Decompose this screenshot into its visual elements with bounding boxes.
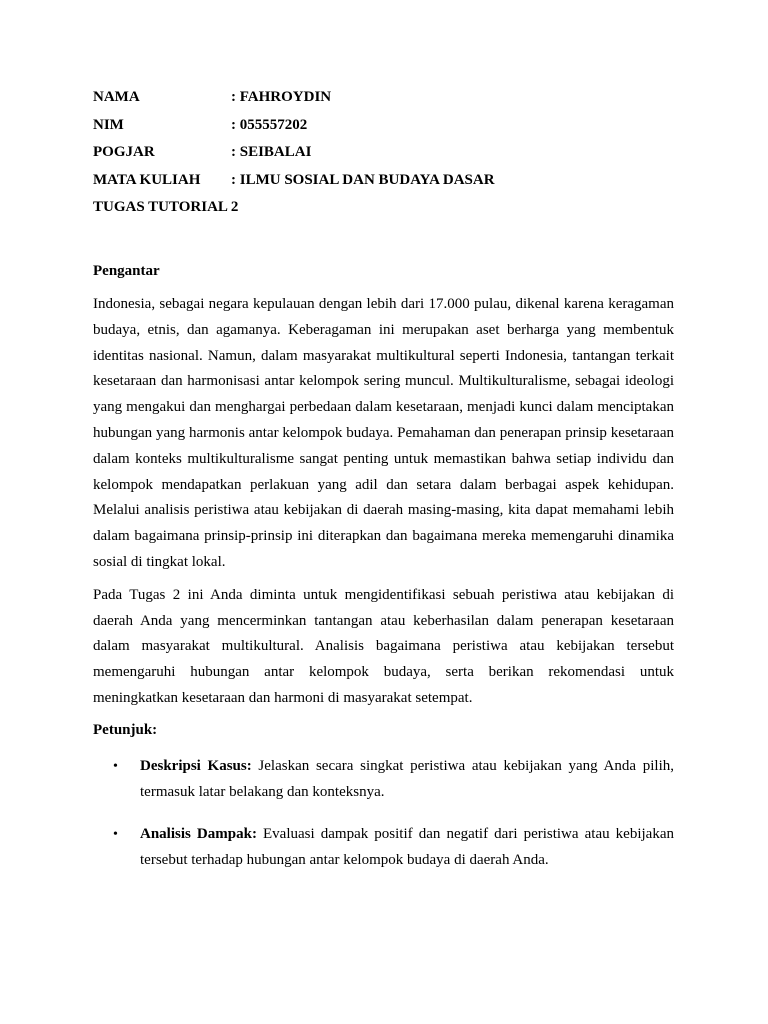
assignment-title-row bbox=[93, 197, 683, 225]
task-paragraph: Pada Tugas 2 ini Anda diminta untuk mengidentifikasi sebuah peristiwa atau kebijakan di daerah Anda yang mencerminkan tantangan atau keberhasilan dalam penerapan kesetaraan dalam masyarakat multikultural. Analisis bagaimana peristiwa atau kebijakan tersebut memengaruhi hubungan antar kelompok budaya, serta berikan rekomendasi untuk meningkatkan kesetaraan dan harmoni di masyarakat setempat. bbox=[93, 586, 674, 706]
course-row bbox=[93, 170, 683, 198]
student-id-value: : 055557202 bbox=[231, 116, 308, 133]
list-item bbox=[93, 754, 674, 806]
study-group-row bbox=[93, 142, 683, 170]
study-group-label: POGJAR bbox=[93, 144, 155, 160]
list-item-text: Evaluasi dampak positif dan negatif dari peristiwa atau kebijakan tersebut terhadap hubungan antar kelompok budaya di daerah Anda. bbox=[140, 826, 674, 869]
list-item bbox=[93, 822, 674, 874]
instructions-heading: Petunjuk: bbox=[93, 721, 158, 738]
student-name-value: : FAHROYDIN bbox=[231, 89, 332, 105]
study-group-value: : SEIBALAI bbox=[231, 144, 312, 160]
instructions-list bbox=[93, 754, 674, 874]
bullet-icon: • bbox=[113, 827, 118, 843]
assignment-title: TUGAS TUTORIAL 2 bbox=[93, 199, 239, 215]
student-id-label: NIM bbox=[93, 116, 124, 133]
intro-heading: Pengantar bbox=[93, 263, 160, 279]
student-name-row bbox=[93, 87, 683, 115]
student-name-label: NAMA bbox=[93, 89, 140, 105]
list-item-text: Jelaskan secara singkat peristiwa atau kebijakan yang Anda pilih, termasuk latar belakang dan konteksnya. bbox=[140, 757, 674, 800]
student-id-row bbox=[93, 115, 683, 143]
bullet-icon: • bbox=[113, 758, 118, 774]
intro-paragraph: Indonesia, sebagai negara kepulauan dengan lebih dari 17.000 pulau, dikenal karena keragaman budaya, etnis, dan agamanya. Keberagaman ini merupakan aset berharga yang membentuk identitas nasional. Namun, dalam masyarakat multikultural seperti Indonesia, tantangan terkait kesetaraan dan harmonisasi antar kelompok sering muncul. Multikulturalisme, sebagai ideologi yang mengakui dan menghargai perbedaan dalam kesetaraan, menjadi kunci dalam menciptakan hubungan yang harmonis antar kelompok budaya. Pemahaman dan penerapan prinsip kesetaraan dalam konteks multikulturalisme sangat penting untuk memastikan bahwa setiap individu dan kelompok mendapatkan perlakuan yang adil dan setara dalam berbagai aspek kehidupan. Melalui analisis peristiwa atau kebijakan di daerah masing-masing, kita dapat memahami lebih dalam bagaimana prinsip-prinsip ini diterapkan dan bagaimana mereka memengaruhi dinamika sosial di tingkat lokal. bbox=[93, 296, 674, 570]
course-label: MATA KULIAH bbox=[93, 171, 201, 188]
student-info-header bbox=[93, 87, 683, 225]
list-item-term: Deskripsi Kasus: bbox=[140, 757, 252, 774]
document-body bbox=[93, 261, 674, 883]
course-value: : ILMU SOSIAL DAN BUDAYA DASAR bbox=[231, 171, 495, 188]
list-item-term: Analisis Dampak: bbox=[140, 826, 257, 843]
